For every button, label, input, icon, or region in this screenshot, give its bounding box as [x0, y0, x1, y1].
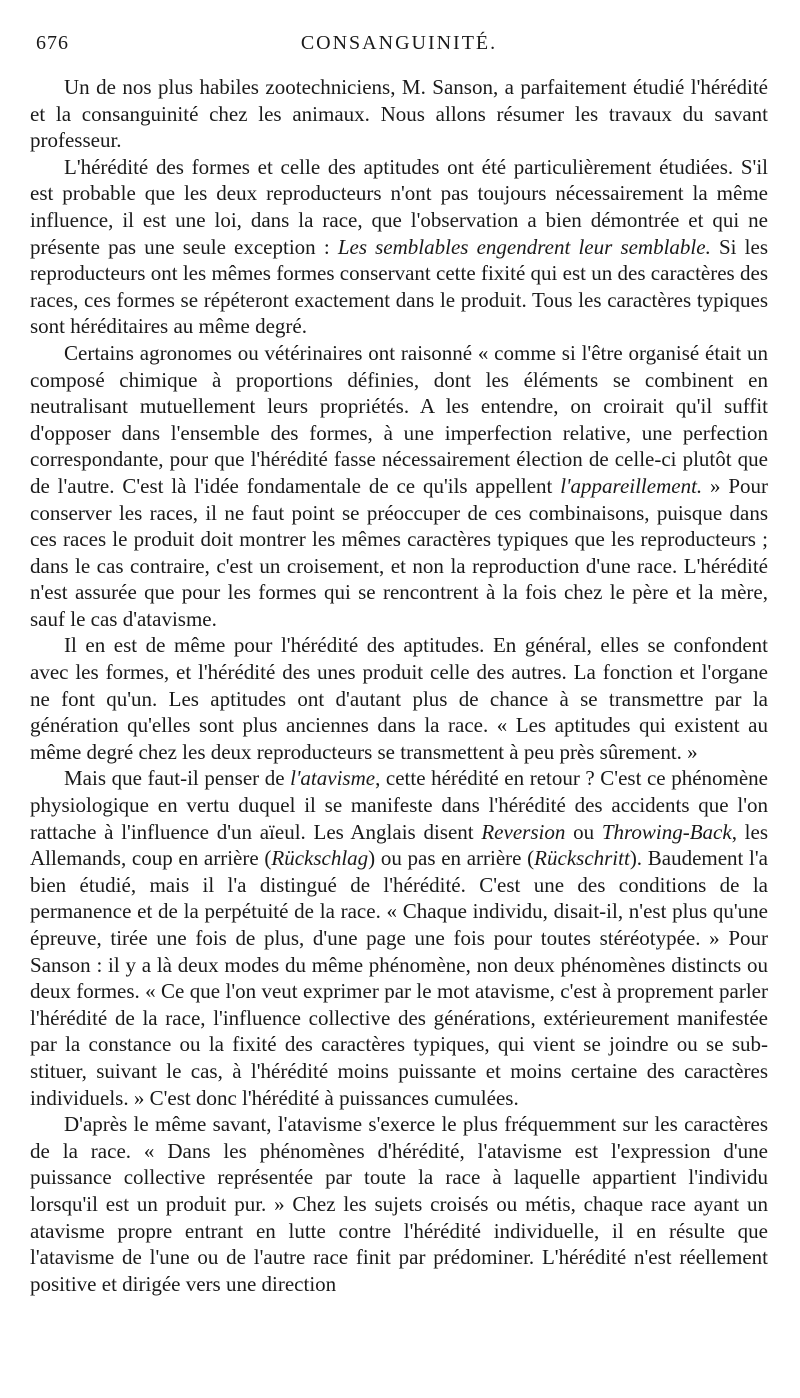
body-text: [30, 74, 768, 1297]
text-run: ) ou pas en arrière (: [368, 846, 535, 871]
text-run: Mais que faut-il penser de: [64, 766, 291, 791]
text-run: , cette hérédité en retour ? C'est ce phénomène physiologique en vertu duquel il se manifeste dans l'hérédité des accidents que l'on rattache à l'influence d'un aïeul. Les Anglais disent: [30, 766, 768, 844]
book-page: [30, 22, 768, 1297]
text-run: » Pour conserver les races, il ne faut point se préoccuper de ces combinaisons, puisque dans ces races le produit doit montrer les mêmes caractères typiques que les reproducteurs ; dans le cas contraire, c'est un croisement, et non la reproduction d'une race. L'hérédité n'est assurée que pour les formes qui se rencontrent à la fois chez le père et la mère, sauf le cas d'atavisme.: [30, 473, 768, 631]
text-run: L'hérédité des formes et celle des aptitudes ont été particulièrement étudiées. S'il est probable que les deux reproducteurs n'ont pas toujours nécessairement la même influence, il est une loi, dans la race, que l'observation a bien démontrée et qui ne présente pas une seule exception :: [30, 154, 768, 259]
italic-text: l'appareillement.: [560, 473, 703, 498]
text-run: Certains agronomes ou vétérinaires ont raisonné « comme si l'être organisé était un composé chimique à proportions définies, dont les éléments se combinent en neutralisant mutuellement leurs propriétés. A les entendre, on croirait qu'il suffit d'opposer dans l'ensemble des formes, à une imperfection relative, une perfection correspondante, pour que l'hérédité fasse nécessairement élection de celle-ci plutôt que de l'autre. C'est là l'idée fondamentale de ce qu'ils appellent: [30, 340, 768, 498]
paragraph: [30, 340, 768, 633]
italic-text: Rückschlag: [271, 846, 369, 871]
italic-text: Reversion: [481, 819, 566, 844]
paragraph: [30, 1111, 768, 1297]
text-run: , les Allemands, coup en arrière (: [30, 819, 769, 871]
text-run: D'après le même savant, l'atavisme s'exerce le plus fréquemment sur les caractères de la race. « Dans les phénomènes d'hérédité, l'atavisme est l'expression d'une puissance collective représentée par toute la race à laquelle appartient l'individu lorsqu'il est un produit pur. » Chez les sujets croisés ou métis, chaque race ayant un atavisme propre entrant en lutte contre l'hérédité individuelle, il en résulte que l'atavisme de l'une ou de l'autre race finit par prédominer. L'hérédité n'est réellement positive et dirigée vers une direction: [30, 1112, 768, 1296]
text-run: ). Baudement l'a bien étudié, mais il l'a distingué de l'hérédité. C'est une des conditions de la permanence et de la perpétuité de la race. « Chaque individu, disait-il, n'est plus qu'une épreuve, tirée une fois de plus, d'une page une fois pour toutes stéréotypée. » Pour Sanson : il y a là deux modes du même phénomène, non deux phénomènes distincts ou deux formes. « Ce que l'on veut exprimer par le mot atavisme, c'est à proprement parler l'hérédité de la race, l'influence collective des générations, extérieurement manifestée par la constance ou la fixité des caractères typiques, qui vient se joindre ou se substituer, suivant le cas, à l'hérédité moins puissante et moins certaine des caractères individuels. » C'est donc l'hérédité à puissances cumulées.: [30, 846, 768, 1110]
text-run: ou: [565, 819, 602, 844]
paragraph: [30, 632, 768, 765]
italic-text: Throwing-Back: [601, 819, 732, 844]
text-run: Un de nos plus habiles zootechniciens, M. Sanson, a parfaitement étudié l'hérédité et la consanguinité chez les animaux. Nous allons résumer les travaux du savant professeur.: [30, 75, 768, 153]
italic-text: Les semblables engendrent leur semblable.: [337, 234, 711, 259]
paragraph: [30, 765, 768, 1111]
paragraph: [30, 74, 768, 154]
text-run: Il en est de même pour l'hérédité des aptitudes. En général, elles se confondent avec les formes, et l'hérédité des unes produit celle des autres. La fonction et l'organe ne font qu'un. Les aptitudes ont d'autant plus de chance à se transmettre par la génération qu'elles sont plus anciennes dans la race. « Les aptitudes qui existent au même degré chez les deux reproducteurs se transmettent à peu près sûrement. »: [30, 633, 768, 764]
running-head: [30, 22, 768, 58]
text-run: Si les reproducteurs ont les mêmes formes conservant cette fixité qui est un des caractères des races, ces formes se répéteront exactement dans le produit. Tous les caractères typiques sont héréditaires au même degré.: [30, 234, 768, 339]
running-title: CONSANGUINITÉ.: [300, 32, 498, 54]
italic-text: Rückschritt: [534, 846, 630, 871]
paragraph: [30, 154, 768, 340]
italic-text: l'atavisme: [290, 766, 376, 791]
page-number: 676: [36, 32, 69, 54]
